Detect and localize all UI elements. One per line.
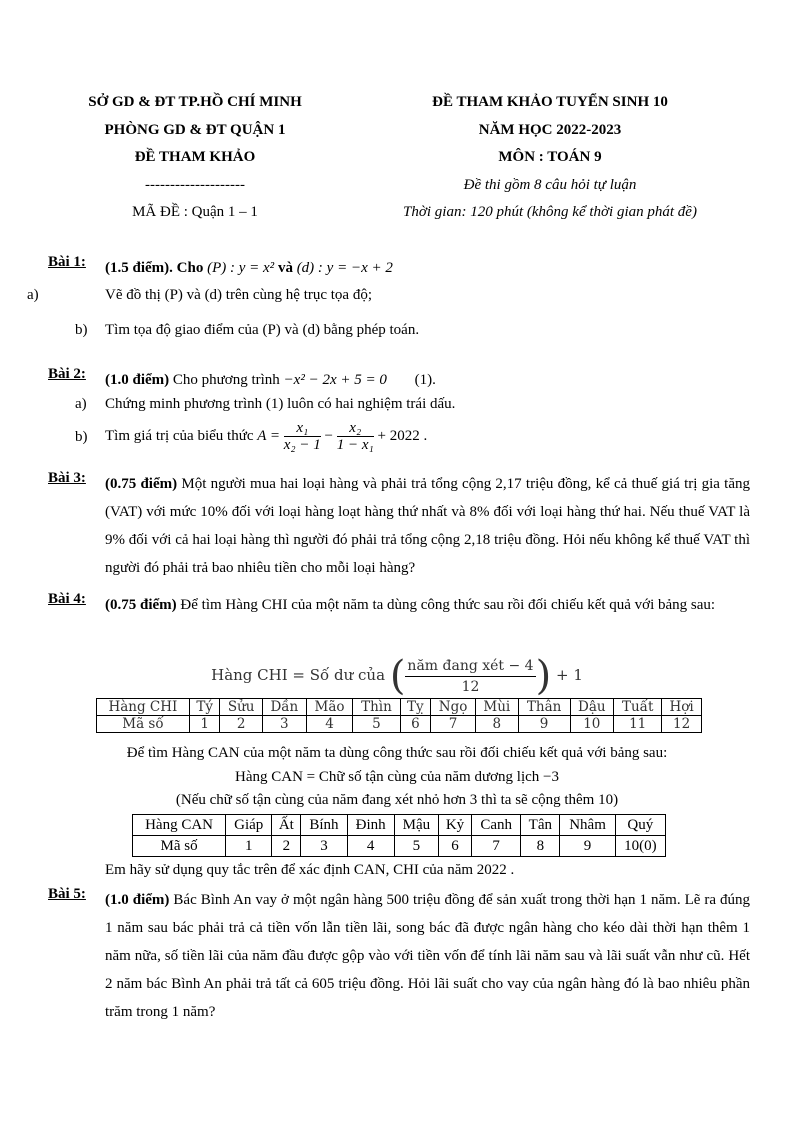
- exam-type: ĐỀ THAM KHẢO: [134, 149, 256, 165]
- table-cell: Mùi: [475, 699, 518, 716]
- table-cell: Hàng CAN: [133, 815, 226, 836]
- conjunction: và: [277, 260, 293, 276]
- problem-text: Bác Bình An vay ở một ngân hàng 500 triệu đồng để sản xuất trong thời hạn 1 năm. Lẽ ra đúng 1 năm sau bác phải trả cả tiền vốn lẫn tiền lãi, song bác đã được ngân hàng cho kéo dài thời hạn thêm 1 năm nữa, số tiền lãi của năm đầu được gộp vào với tiền vốn để tính lãi năm sau và lãi suất vẫn như cũ. Hết 2 năm bác Bình An phải trả tất cả 605 triệu đồng. Hỏi lãi suất cho vay của ngân hàng đó là bao nhiêu phần trăm trong 1 năm?: [105, 892, 751, 1020]
- fraction-2-numerator: x₂: [337, 420, 374, 437]
- can-note: (Nếu chữ số tận cùng của năm đang xét nhỏ hơn 3 thì ta sẽ cộng thêm 10): [175, 792, 619, 808]
- table-cell: Mão: [306, 699, 352, 716]
- part-marker: b): [75, 322, 88, 338]
- table-cell: Mậu: [394, 815, 438, 836]
- table-cell: 1: [189, 716, 220, 733]
- table-cell: 9: [560, 836, 615, 857]
- school-year: NĂM HỌC 2022-2023: [478, 121, 622, 138]
- table-cell: 5: [394, 836, 438, 857]
- expression-lhs: A =: [257, 427, 281, 444]
- table-cell: Sửu: [220, 699, 262, 716]
- part-marker: b): [75, 429, 88, 445]
- table-row: [97, 699, 702, 716]
- table-cell: Mã số: [97, 716, 190, 733]
- minus-sign: −: [324, 427, 333, 444]
- table-cell: 1: [226, 836, 272, 857]
- problem-2: [48, 366, 750, 394]
- header-right: [370, 89, 730, 227]
- expression-intro: Tìm giá trị của biểu thức: [105, 427, 254, 444]
- table-cell: Giáp: [226, 815, 272, 836]
- parabola-equation: (P) : y = x²: [207, 260, 275, 276]
- table-cell: Ất: [272, 815, 301, 836]
- exam-title: ĐỀ THAM KHẢO TUYỂN SINH 10: [432, 94, 668, 110]
- table-cell: Nhâm: [560, 815, 615, 836]
- problem-1: [48, 254, 750, 282]
- table-cell: 8: [521, 836, 560, 857]
- table-cell: 7: [472, 836, 521, 857]
- table-cell: Kỷ: [438, 815, 471, 836]
- problem-4-text: [105, 591, 750, 619]
- table-cell: 9: [518, 716, 570, 733]
- table-cell: Thân: [518, 699, 570, 716]
- fraction-1-denominator: x₂ − 1: [283, 437, 321, 453]
- table-cell: 3: [301, 836, 347, 857]
- header-left: [55, 89, 335, 227]
- table-cell: Đinh: [347, 815, 394, 836]
- table-cell: Tỵ: [400, 699, 431, 716]
- can-chi-question: Em hãy sử dụng quy tắc trên để xác định CAN, CHI của năm 2022 .: [105, 862, 515, 878]
- equation-number: (1).: [414, 372, 436, 388]
- part-text: [105, 420, 427, 453]
- table-cell: 12: [662, 716, 702, 733]
- table-cell: 7: [431, 716, 476, 733]
- table-cell: 10(0): [615, 836, 665, 857]
- problem-label: Bài 3:: [48, 470, 86, 486]
- fraction-2-denominator: 1 − x₁: [336, 437, 374, 453]
- fraction-1-numerator: x₁: [284, 420, 321, 437]
- question-count: Đề thi gồm 8 câu hỏi tự luận: [463, 176, 637, 193]
- part-marker: a): [75, 396, 87, 412]
- chi-formula-lhs: Hàng CHI = Số dư của: [211, 666, 386, 684]
- table-cell: Canh: [472, 815, 521, 836]
- divider-dashes: --------------------: [145, 176, 245, 193]
- problem-1-stem: [105, 254, 750, 282]
- table-cell: Dậu: [570, 699, 614, 716]
- problem-5-text: [105, 886, 750, 1026]
- can-table: [132, 814, 666, 857]
- table-cell: Quý: [615, 815, 665, 836]
- chi-formula: Hàng CHI = Số dư của ( $\frac{\text{năm đang xét − 4}}{12}$ ) + 1: [211, 653, 583, 699]
- table-cell: Hàng CHI: [97, 699, 190, 716]
- intro: Cho phương trình: [172, 372, 280, 388]
- table-cell: Bính: [301, 815, 347, 836]
- exam-code: MÃ ĐỀ : Quận 1 – 1: [132, 204, 258, 220]
- problem-text: Để tìm Hàng CHI của một năm ta dùng công thức sau rồi đối chiếu kết quả với bảng sau:: [180, 597, 716, 613]
- can-intro: Để tìm Hàng CAN của một năm ta dùng công thức sau rồi đối chiếu kết quả với bảng sau:: [126, 745, 668, 761]
- problem-label: Bài 1:: [48, 254, 86, 270]
- table-cell: 8: [475, 716, 518, 733]
- problem-3-text: [105, 470, 750, 582]
- table-cell: Mã số: [133, 836, 226, 857]
- points: (1.5 điểm): [105, 260, 170, 276]
- line-equation: (d) : y = −x + 2: [296, 260, 393, 276]
- chi-table: [96, 698, 702, 733]
- problem-label: Bài 4:: [48, 591, 86, 607]
- intro: . Cho: [169, 260, 204, 276]
- part-text: Chứng minh phương trình (1) luôn có hai nghiệm trái dấu.: [105, 396, 456, 412]
- table-cell: Hợi: [662, 699, 702, 716]
- points: (0.75 điểm): [105, 476, 178, 492]
- department-name: SỞ GD & ĐT TP.HỒ CHÍ MINH: [88, 94, 302, 110]
- problem-5: [48, 886, 750, 1026]
- time-limit: Thời gian: 120 phút (không kể thời gian phát đề): [403, 204, 697, 220]
- table-row: [97, 716, 702, 733]
- table-row: [133, 815, 666, 836]
- fraction-1: [284, 420, 321, 453]
- chi-formula-fraction: [405, 656, 535, 697]
- problem-3: [48, 470, 750, 582]
- can-formula: Hàng CAN = Chữ số tận cùng của năm dương lịch −3: [235, 769, 559, 785]
- problem-text: Một người mua hai loại hàng và phải trả tổng cộng 2,17 triệu đồng, kể cả thuế giá trị gia tăng (VAT) với mức 10% đối với loại hàng loạt hàng thứ nhất và 8% đối với loại hàng thứ hai. Nếu thuế VAT là 9% đối với cả hai loại hàng thì người đó phải trả tổng cộng 2,18 triệu đồng. Hỏi nếu không kể thuế VAT thì người đó phải trả bao nhiêu tiền cho mỗi loại hàng?: [105, 476, 751, 576]
- table-cell: Dần: [262, 699, 306, 716]
- points: (0.75 điểm): [105, 597, 177, 613]
- table-cell: Tý: [189, 699, 220, 716]
- table-row: [133, 836, 666, 857]
- table-cell: 3: [262, 716, 306, 733]
- table-cell: Ngọ: [431, 699, 476, 716]
- chi-formula-numerator: năm đang xét − 4: [405, 656, 535, 677]
- table-cell: 6: [438, 836, 471, 857]
- fraction-2: [337, 420, 374, 453]
- problem-label: Bài 5:: [48, 886, 86, 902]
- equation: −x² − 2x + 5 = 0: [283, 372, 387, 388]
- table-cell: 10: [570, 716, 614, 733]
- problem-label: Bài 2:: [48, 366, 86, 382]
- points: (1.0 điểm): [105, 372, 170, 388]
- table-cell: 11: [614, 716, 662, 733]
- table-cell: Tuất: [614, 699, 662, 716]
- points: (1.0 điểm): [105, 892, 170, 908]
- subject: MÔN : TOÁN 9: [498, 149, 602, 165]
- part-text: Vẽ đồ thị (P) và (d) trên cùng hệ trục tọa độ;: [105, 287, 373, 303]
- problem-2-stem: [105, 366, 750, 394]
- table-cell: 6: [400, 716, 431, 733]
- chi-formula-denominator: 12: [461, 678, 480, 695]
- table-cell: 5: [353, 716, 400, 733]
- part-text: Tìm tọa độ giao điểm của (P) và (d) bằng phép toán.: [105, 322, 420, 338]
- table-cell: Tân: [521, 815, 560, 836]
- table-cell: 4: [306, 716, 352, 733]
- chi-formula-tail: + 1: [555, 666, 583, 684]
- table-cell: Thìn: [353, 699, 400, 716]
- part-marker: a): [27, 287, 39, 303]
- office-name: PHÒNG GD & ĐT QUẬN 1: [104, 121, 286, 138]
- expression-tail: + 2022 .: [377, 427, 428, 444]
- table-cell: 2: [220, 716, 262, 733]
- problem-4: [48, 591, 750, 619]
- table-cell: 4: [347, 836, 394, 857]
- table-cell: 2: [272, 836, 301, 857]
